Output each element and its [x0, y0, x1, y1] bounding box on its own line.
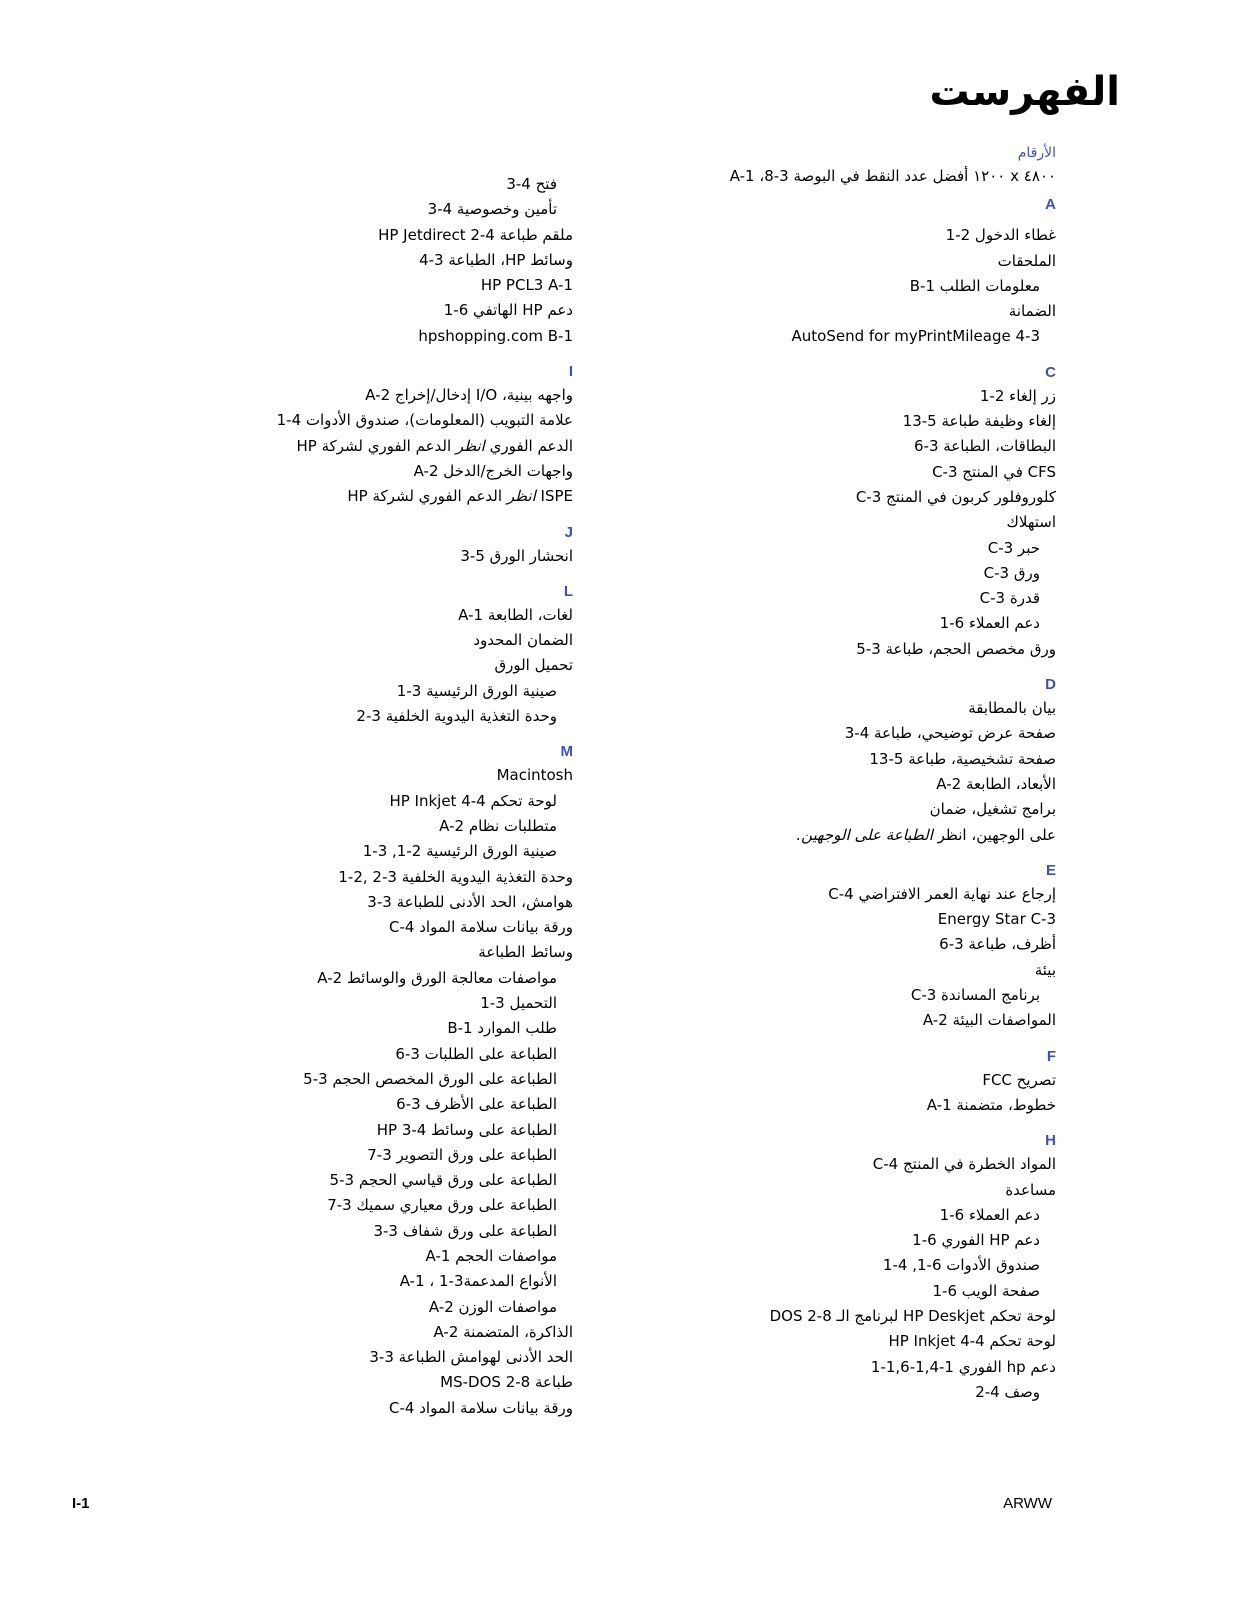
index-entry: [213, 434, 573, 459]
index-letter-heading: M: [560, 743, 573, 761]
index-subentry: دعم العملاء 6-1: [939, 614, 1040, 633]
index-letter-heading: E: [1045, 861, 1056, 879]
page-number: I-1: [72, 1495, 90, 1512]
index-subentry: الطباعة على ورق التصوير 3-7: [367, 1145, 557, 1164]
index-column-right: [576, 142, 1056, 1405]
index-entry: ملقم طباعة HP Jetdirect 2-4: [378, 225, 573, 244]
index-entry-text: ISPE: [535, 487, 573, 506]
index-subentry: مواصفات الحجم A-1: [425, 1246, 557, 1265]
index-entry: [213, 484, 573, 509]
index-entry: إلغاء وظيفة طباعة 5-13: [902, 412, 1056, 431]
index-subentry: التحميل 3-1: [480, 994, 557, 1013]
index-subentry: متطلبات نظام A-2: [439, 816, 557, 835]
index-subentry: معلومات الطلب B-1: [909, 276, 1040, 295]
index-entry: بيئة: [1034, 960, 1056, 979]
index-entry: مساعدة: [1005, 1180, 1056, 1199]
index-cross-reference: انظر: [455, 436, 485, 455]
index-entry: إرجاع عند نهاية العمر الافتراضي C-4: [828, 884, 1056, 903]
index-subentry: برنامج المساندة C-3: [910, 986, 1040, 1005]
index-entry: ورقة بيانات سلامة المواد C-4: [389, 1398, 573, 1417]
page-title: الفهرست: [929, 69, 1120, 115]
index-letter-heading: L: [563, 582, 573, 600]
index-subentry: الطباعة على ورق قياسي الحجم 3-5: [329, 1171, 557, 1190]
index-entry: دعم HP الهاتفي 6-1: [443, 301, 573, 320]
index-entry: الذاكرة، المتضمنة A-2: [433, 1322, 573, 1341]
index-entry: غطاء الدخول 2-1: [945, 226, 1056, 245]
index-subentry: طلب الموارد B-1: [447, 1019, 557, 1038]
index-entry: [576, 823, 1056, 848]
index-subentry: لوحة تحكم HP Inkjet 4-4: [389, 791, 557, 810]
index-entry: الأبعاد، الطابعة A-2: [936, 774, 1056, 793]
index-entry: المواصفات البيئة A-2: [922, 1011, 1056, 1030]
index-entry: برامج تشغيل، ضمان: [929, 800, 1056, 819]
index-entry: CFS في المنتج C-3: [932, 462, 1056, 481]
index-letter-heading: J: [564, 523, 573, 541]
index-letter-heading: H: [1045, 1132, 1056, 1150]
index-subentry: AutoSend for myPrintMileage 4-3: [791, 327, 1040, 346]
index-subentry: تأمين وخصوصية 4-3: [427, 200, 557, 219]
index-entry: hpshopping.com B-1: [418, 326, 573, 345]
index-entry: كلوروفلور كربون في المنتج C-3: [855, 487, 1056, 506]
index-entry: استهلاك: [1006, 513, 1056, 532]
index-entry: خطوط، متضمنة A-1: [926, 1095, 1056, 1114]
index-entry: Energy Star C-3: [937, 910, 1056, 929]
index-subentry: وصف 4-2: [975, 1382, 1040, 1401]
index-entry: واجهات الخرج/الدخل A-2: [413, 461, 573, 480]
index-subentry: الأنواع المدعمة3-1 ، A-1: [399, 1272, 557, 1291]
index-entry: ورقة بيانات سلامة المواد C-4: [389, 918, 573, 937]
index-subentry: الطباعة على وسائط HP 3-4: [376, 1120, 557, 1139]
index-entry: البطاقات، الطباعة 3-6: [913, 437, 1056, 456]
index-entry: تحميل الورق: [494, 656, 573, 675]
index-entry: علامة التبويب (المعلومات)، صندوق الأدوات 4-1: [276, 411, 573, 430]
index-column-left: [213, 142, 573, 1421]
index-entry: انحشار الورق 5-3: [460, 546, 573, 565]
index-subentry: دعم العملاء 6-1: [939, 1205, 1040, 1224]
index-entry: الضمانة: [1008, 302, 1056, 321]
index-letter-heading: I: [568, 363, 573, 381]
index-entry: تصريح FCC: [982, 1070, 1056, 1089]
index-subentry: صينية الورق الرئيسية 2-1, 3-1: [362, 842, 557, 861]
index-entry: Macintosh: [496, 766, 573, 785]
index-entry: الحد الأدنى لهوامش الطباعة 3-3: [369, 1348, 573, 1367]
index-entry: أظرف، طباعة 3-6: [939, 935, 1056, 954]
index-letter-heading: A: [1045, 196, 1056, 214]
index-subentry: صينية الورق الرئيسية 3-1: [396, 681, 557, 700]
index-subentry: ورق C-3: [983, 563, 1040, 582]
index-subentry: الطباعة على الورق المخصص الحجم 3-5: [303, 1069, 557, 1088]
index-entry-text: الدعم الفوري: [484, 436, 573, 455]
index-entry: ٤٨٠٠ x ١٢٠٠ أفضل عدد النقط في البوصة 3-8، A-1: [729, 167, 1056, 185]
index-subentry: وحدة التغذية اليدوية الخلفية 3-2: [356, 707, 557, 726]
index-subentry: مواصفات الوزن A-2: [428, 1297, 557, 1316]
index-entry: وسائط الطباعة: [478, 943, 573, 962]
index-entry: ورق مخصص الحجم، طباعة 3-5: [856, 639, 1056, 658]
index-entry-text: الدعم الفوري لشركة HP: [296, 436, 456, 455]
index-entry: وسائط HP، الطباعة 3-4: [419, 250, 573, 269]
index-subentry: قدرة C-3: [979, 589, 1040, 608]
index-subentry: الطباعة على ورق شفاف 3-3: [373, 1221, 557, 1240]
index-spacer: [213, 142, 573, 172]
index-entry-text: على الوجهين، انظر: [932, 825, 1056, 844]
index-subentry: الطباعة على الأظرف 3-6: [396, 1095, 557, 1114]
index-entry: لغات، الطابعة A-1: [458, 605, 573, 624]
index-subentry: الطباعة على الطلبات 3-6: [395, 1044, 557, 1063]
index-entry: لوحة تحكم HP Inkjet 4-4: [888, 1332, 1056, 1351]
index-entry: الملحقات: [997, 251, 1056, 270]
index-entry: الضمان المحدود: [473, 631, 573, 650]
index-subentry: حبر C-3: [987, 538, 1040, 557]
index-cross-reference: انظر: [506, 487, 536, 506]
index-entry: بيان بالمطابقة: [968, 699, 1056, 718]
index-entry: لوحة تحكم HP Deskjet لبرنامج الـ DOS 2-8: [769, 1306, 1056, 1325]
index-entry: HP PCL3 A-1: [480, 276, 573, 295]
index-entry: وحدة التغذية اليدوية الخلفية 3-2 ,2-1: [338, 867, 573, 886]
document-code: ARWW: [1003, 1495, 1052, 1512]
index-entry: زر إلغاء 2-1: [979, 386, 1056, 405]
index-subentry: صندوق الأدوات 6-1, 4-1: [882, 1256, 1040, 1275]
index-entry: المواد الخطرة في المنتج C-4: [872, 1155, 1056, 1174]
index-entry: هوامش، الحد الأدنى للطباعة 3-3: [367, 892, 573, 911]
index-entry: صفحة عرض توضيحي، طباعة 4-3: [844, 724, 1056, 743]
index-subentry: الطباعة على ورق معياري سميك 3-7: [327, 1196, 557, 1215]
index-entry: دعم hp الفوري 1-1,4-1,6-1: [870, 1357, 1056, 1376]
index-letter-heading: F: [1046, 1047, 1056, 1065]
index-entry: واجهه بينية، I/O إدخال/إخراج A-2: [365, 386, 573, 405]
index-section-label: الأرقام: [1017, 145, 1056, 161]
index-subentry: فتح 4-3: [506, 175, 557, 193]
index-subentry: دعم HP الفوري 6-1: [912, 1231, 1040, 1250]
index-entry: صفحة تشخيصية، طباعة 5-13: [869, 749, 1056, 768]
index-letter-heading: D: [1045, 676, 1056, 694]
index-letter-heading: C: [1045, 363, 1056, 381]
index-entry-text: الدعم الفوري لشركة HP: [347, 487, 507, 506]
index-subentry: صفحة الويب 6-1: [932, 1281, 1040, 1300]
index-entry: طباعة MS-DOS 2-8: [440, 1373, 573, 1392]
index-cross-reference: الطباعة على الوجهين.: [796, 825, 933, 844]
index-subentry: مواصفات معالجة الورق والوسائط A-2: [317, 968, 557, 987]
